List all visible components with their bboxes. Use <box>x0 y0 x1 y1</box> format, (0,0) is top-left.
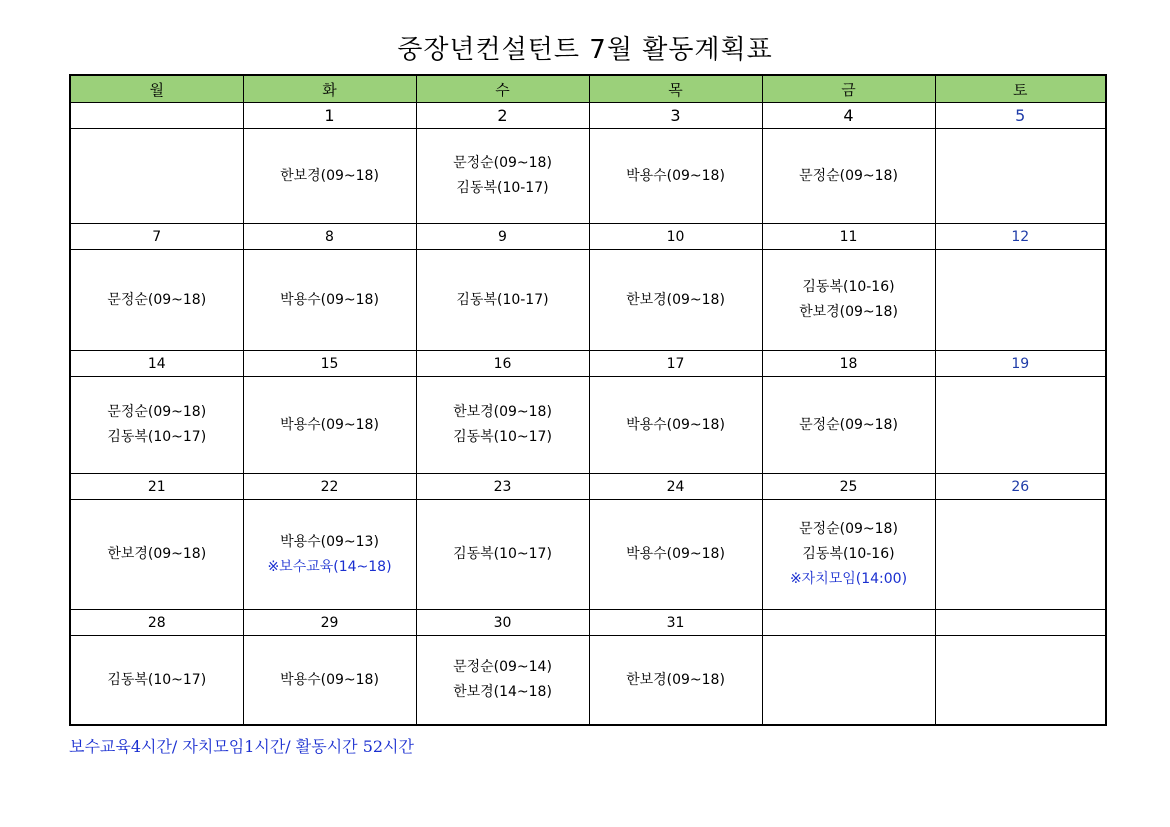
schedule-entry: 문정순(09~18) <box>107 404 207 420</box>
date-row <box>70 103 1106 129</box>
date-row <box>70 610 1106 636</box>
activity-cell-mon <box>70 250 243 351</box>
activity-cell-thu <box>589 636 762 726</box>
date-cell-wed: 30 <box>416 610 589 636</box>
activity-cell-fri <box>762 377 935 474</box>
schedule-entry: 박용수(09~18) <box>626 416 725 433</box>
schedule-entry: 김동복(10-17) <box>456 180 549 196</box>
activity-cell-sat <box>935 250 1106 351</box>
schedule-entry: 한보경(09~18) <box>107 546 207 562</box>
activity-cell-thu <box>589 250 762 351</box>
weekday-header-fri: 금 <box>762 75 935 103</box>
schedule-entry: 김동복(10-16) <box>802 546 895 562</box>
date-cell-mon: 21 <box>70 474 243 500</box>
activity-cell-fri <box>762 250 935 351</box>
date-cell-fri: 18 <box>762 351 935 377</box>
activity-row <box>70 129 1106 224</box>
date-row <box>70 224 1106 250</box>
activity-cell-wed <box>416 377 589 474</box>
date-cell-fri: 11 <box>762 224 935 250</box>
activity-cell-tue <box>243 377 416 474</box>
date-cell-wed: 23 <box>416 474 589 500</box>
date-cell-mon <box>70 103 243 129</box>
date-cell-mon: 28 <box>70 610 243 636</box>
date-row <box>70 351 1106 377</box>
schedule-note: ※보수교육(14~18) <box>267 558 392 575</box>
date-cell-thu: 17 <box>589 351 762 377</box>
activity-cell-fri <box>762 129 935 224</box>
schedule-entry: 문정순(09~14) <box>453 659 552 675</box>
activity-cell-wed <box>416 129 589 224</box>
activity-cell-sat <box>935 129 1106 224</box>
date-cell-fri: 4 <box>762 103 935 129</box>
weekday-header-wed: 수 <box>416 75 589 103</box>
schedule-entry: 한보경(09~18) <box>626 671 725 688</box>
schedule-entry: 한보경(09~18) <box>280 167 379 184</box>
activity-summary-note: 보수교육4시간/ 자치모임1시간/ 활동시간 52시간 <box>69 737 414 756</box>
date-cell-sat: 19 <box>935 351 1106 377</box>
schedule-entry: 박용수(09~13) <box>280 533 379 550</box>
page-title: 중장년컨설턴트 7월 활동계획표 <box>397 35 773 65</box>
activity-row <box>70 377 1106 474</box>
activity-cell-thu <box>589 500 762 610</box>
schedule-entry: 김동복(10~17) <box>107 671 207 688</box>
date-cell-tue: 15 <box>243 351 416 377</box>
date-cell-sat <box>935 610 1106 636</box>
weekday-header-thu: 목 <box>589 75 762 103</box>
activity-cell-mon <box>70 129 243 224</box>
activity-cell-fri <box>762 500 935 610</box>
activity-row <box>70 500 1106 610</box>
schedule-entry: 김동복(10~17) <box>107 429 207 445</box>
activity-cell-thu <box>589 377 762 474</box>
schedule-entry: 박용수(09~18) <box>280 291 379 308</box>
weekday-header-row <box>70 75 1106 103</box>
date-cell-sat: 5 <box>935 103 1106 129</box>
date-cell-tue: 8 <box>243 224 416 250</box>
activity-cell-fri <box>762 636 935 726</box>
activity-cell-sat <box>935 500 1106 610</box>
activity-cell-sat <box>935 377 1106 474</box>
date-cell-sat: 12 <box>935 224 1106 250</box>
activity-cell-tue <box>243 500 416 610</box>
weekday-header-sat: 토 <box>935 75 1106 103</box>
activity-cell-sat <box>935 636 1106 726</box>
date-cell-tue: 29 <box>243 610 416 636</box>
activity-calendar <box>69 74 1107 726</box>
schedule-entry: 문정순(09~18) <box>799 521 898 537</box>
date-cell-thu: 3 <box>589 103 762 129</box>
activity-row <box>70 636 1106 726</box>
schedule-entry: 박용수(09~18) <box>626 546 725 562</box>
schedule-entry: 문정순(09~18) <box>453 155 552 171</box>
date-cell-wed: 2 <box>416 103 589 129</box>
activity-cell-wed <box>416 250 589 351</box>
activity-cell-thu <box>589 129 762 224</box>
activity-cell-mon <box>70 636 243 726</box>
schedule-entry: 김동복(10-16) <box>802 279 895 295</box>
schedule-entry: 한보경(09~18) <box>626 291 725 308</box>
date-cell-wed: 16 <box>416 351 589 377</box>
date-cell-mon: 14 <box>70 351 243 377</box>
date-cell-fri <box>762 610 935 636</box>
date-cell-fri: 25 <box>762 474 935 500</box>
schedule-entry: 박용수(09~18) <box>280 416 379 433</box>
schedule-entry: 박용수(09~18) <box>280 671 379 688</box>
date-cell-thu: 10 <box>589 224 762 250</box>
activity-cell-tue <box>243 636 416 726</box>
schedule-entry: 문정순(09~18) <box>799 167 898 184</box>
date-cell-mon: 7 <box>70 224 243 250</box>
schedule-entry: 문정순(09~18) <box>799 416 898 433</box>
weekday-header-mon: 월 <box>70 75 243 103</box>
date-row <box>70 474 1106 500</box>
activity-cell-tue <box>243 129 416 224</box>
schedule-entry: 김동복(10~17) <box>453 429 552 445</box>
date-cell-wed: 9 <box>416 224 589 250</box>
weekday-header-tue: 화 <box>243 75 416 103</box>
activity-row <box>70 250 1106 351</box>
date-cell-thu: 31 <box>589 610 762 636</box>
activity-cell-tue <box>243 250 416 351</box>
activity-cell-wed <box>416 500 589 610</box>
schedule-entry: 한보경(09~18) <box>799 304 898 320</box>
schedule-entry: 한보경(14~18) <box>453 684 552 700</box>
schedule-entry: 박용수(09~18) <box>626 167 725 184</box>
date-cell-tue: 22 <box>243 474 416 500</box>
date-cell-tue: 1 <box>243 103 416 129</box>
schedule-entry: 한보경(09~18) <box>453 404 552 420</box>
schedule-note: ※자치모임(14:00) <box>789 571 908 587</box>
date-cell-sat: 26 <box>935 474 1106 500</box>
date-cell-thu: 24 <box>589 474 762 500</box>
schedule-entry: 문정순(09~18) <box>107 291 207 308</box>
activity-cell-mon <box>70 377 243 474</box>
schedule-entry: 김동복(10~17) <box>453 546 552 562</box>
activity-cell-wed <box>416 636 589 726</box>
schedule-entry: 김동복(10-17) <box>456 291 549 308</box>
activity-cell-mon <box>70 500 243 610</box>
